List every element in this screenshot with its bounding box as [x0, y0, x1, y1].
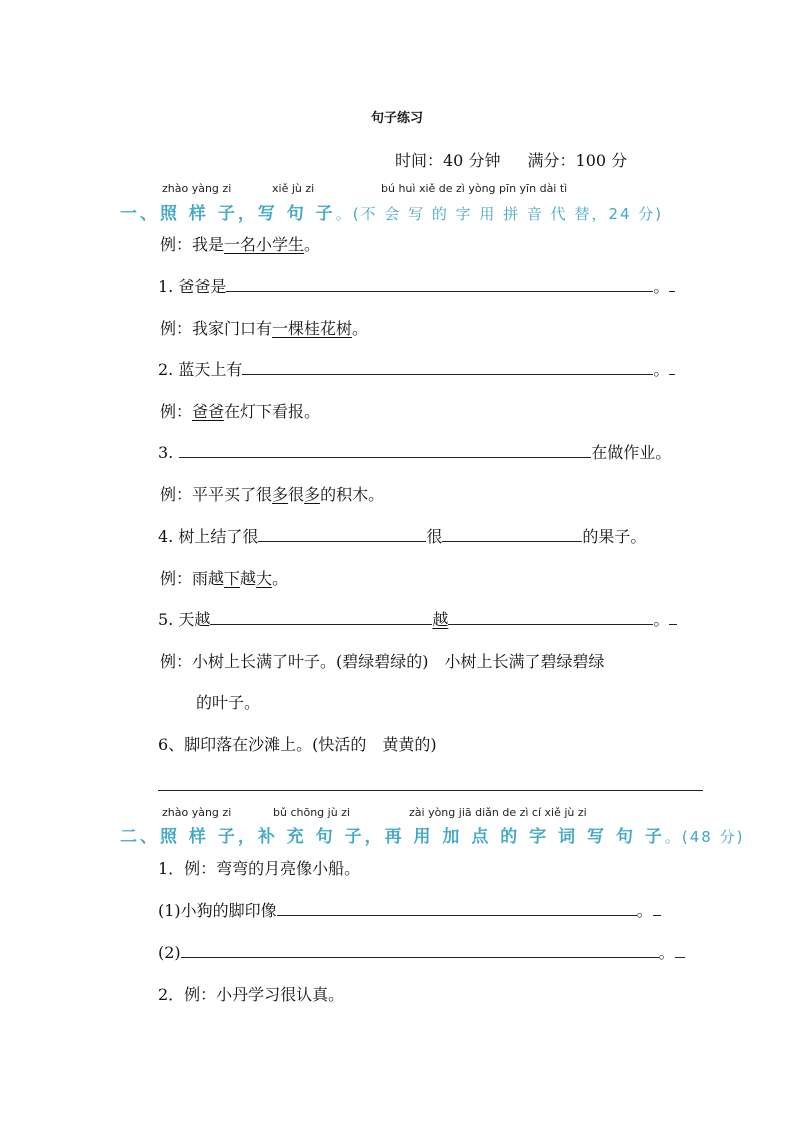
example-4: [160, 482, 384, 505]
answer-blank-tail: [669, 610, 677, 625]
score-label: 满分：100 分: [527, 151, 628, 170]
question-end: 。: [653, 360, 670, 379]
example-underlined: 一棵桂花树: [272, 319, 353, 338]
answer-blank-1[interactable]: [258, 527, 426, 542]
question-1: [158, 274, 675, 297]
question-2: [158, 357, 675, 380]
section1-pinyin-2: xiě jù zi: [272, 182, 315, 195]
section1-heading-text: 照 样 子，写 句 子: [160, 204, 336, 224]
example-underlined: 一名小学生: [224, 235, 305, 254]
question-middle: 越: [432, 610, 449, 629]
answer-line-6[interactable]: [158, 790, 703, 791]
answer-blank-tail: [669, 360, 675, 375]
question-text: 2. 蓝天上有: [158, 360, 243, 379]
example-6-line-1: 例：小树上长满了叶子。(碧绿碧绿的) 小树上长满了碧绿碧绿: [160, 652, 605, 671]
example-underlined: 大: [256, 569, 273, 588]
section2-pinyin-1: zhào yàng zi: [162, 806, 232, 819]
answer-blank-tail: [675, 943, 685, 958]
answer-blank[interactable]: [181, 943, 659, 958]
example-underlined: 多: [304, 485, 321, 504]
question-4: [158, 524, 646, 547]
answer-blank[interactable]: [277, 901, 637, 916]
question-end: 的果子。: [582, 527, 647, 546]
example-text: 例：: [160, 402, 193, 421]
question-5: [158, 607, 677, 630]
example-text: 。: [352, 319, 369, 338]
example-text: 例：雨越: [160, 569, 225, 588]
page-title: 句子练习: [370, 111, 423, 126]
section2-pinyin-3: zài yòng jiā diǎn de zì cí xiě jù zi: [409, 806, 587, 819]
answer-blank[interactable]: [242, 360, 653, 375]
answer-blank-2[interactable]: [448, 610, 653, 625]
example-text: 很: [288, 485, 305, 504]
example-text: 越: [240, 569, 257, 588]
example-text: 例：我家门口有: [160, 319, 273, 338]
section2-heading: [120, 822, 744, 847]
answer-blank[interactable]: [179, 443, 591, 458]
question-text: (2): [158, 943, 181, 962]
question-end: 。: [636, 901, 653, 920]
question-text: (1)小狗的脚印像: [158, 901, 277, 920]
question-text: 5. 天越: [158, 610, 211, 629]
question-middle: 很: [426, 527, 443, 546]
section2-question-1: 1．例：弯弯的月亮像小船。: [158, 859, 361, 878]
example-text: 的积木。: [320, 485, 385, 504]
question-text: 1. 爸爸是: [158, 277, 227, 296]
question-6: 6、脚印落在沙滩上。(快活的 黄黄的): [158, 735, 437, 754]
example-underlined: 多: [272, 485, 289, 504]
section1-note: 。(不 会 写 的 字 用 拼 音 代 替，24 分): [335, 205, 664, 223]
question-end: 。: [658, 943, 675, 962]
answer-blank-tail: [669, 277, 675, 292]
example-text: 在灯下看报。: [224, 402, 321, 421]
section2-number: 二、: [120, 827, 160, 847]
time-label: 时间：40 分钟: [395, 151, 501, 170]
example-underlined: 下: [224, 569, 241, 588]
answer-blank-2[interactable]: [442, 527, 582, 542]
example-text: 。: [304, 235, 321, 254]
question-text: 3.: [158, 443, 174, 462]
section2-pinyin-2: bǔ chōng jù zi: [273, 806, 351, 819]
example-6-line-2: 的叶子。: [196, 693, 261, 712]
answer-blank-1[interactable]: [210, 610, 432, 625]
example-text: 。: [272, 569, 289, 588]
example-5: [160, 566, 288, 589]
question-end: 。: [653, 610, 670, 629]
question-3: [158, 440, 671, 463]
example-2: [160, 316, 368, 339]
section2-note: 。(48 分): [664, 828, 745, 846]
example-text: 例：平平买了很: [160, 485, 273, 504]
example-1: [160, 232, 320, 255]
section2-question-2: 2．例：小丹学习很认真。: [158, 985, 345, 1004]
exam-meta: [395, 148, 627, 171]
answer-blank-tail: [653, 901, 661, 916]
question-end: 在做作业。: [591, 443, 672, 462]
section1-pinyin-3: bú huì xiě de zì yòng pīn yīn dài tì: [381, 182, 568, 195]
section2-question-1b: [158, 940, 685, 963]
answer-blank[interactable]: [226, 277, 653, 292]
section2-heading-text: 照 样 子，补 充 句 子，再 用 加 点 的 字 词 写 句 子: [160, 827, 665, 847]
section1-pinyin-1: zhào yàng zi: [162, 182, 232, 195]
example-text: 例：我是: [160, 235, 225, 254]
example-3: [160, 399, 320, 422]
example-underlined: 爸爸: [192, 402, 225, 421]
section1-number: 一、: [120, 204, 160, 224]
question-end: 。: [653, 277, 670, 296]
section2-question-1a: [158, 898, 661, 921]
question-text: 4. 树上结了很: [158, 527, 259, 546]
section1-heading: [120, 199, 663, 224]
